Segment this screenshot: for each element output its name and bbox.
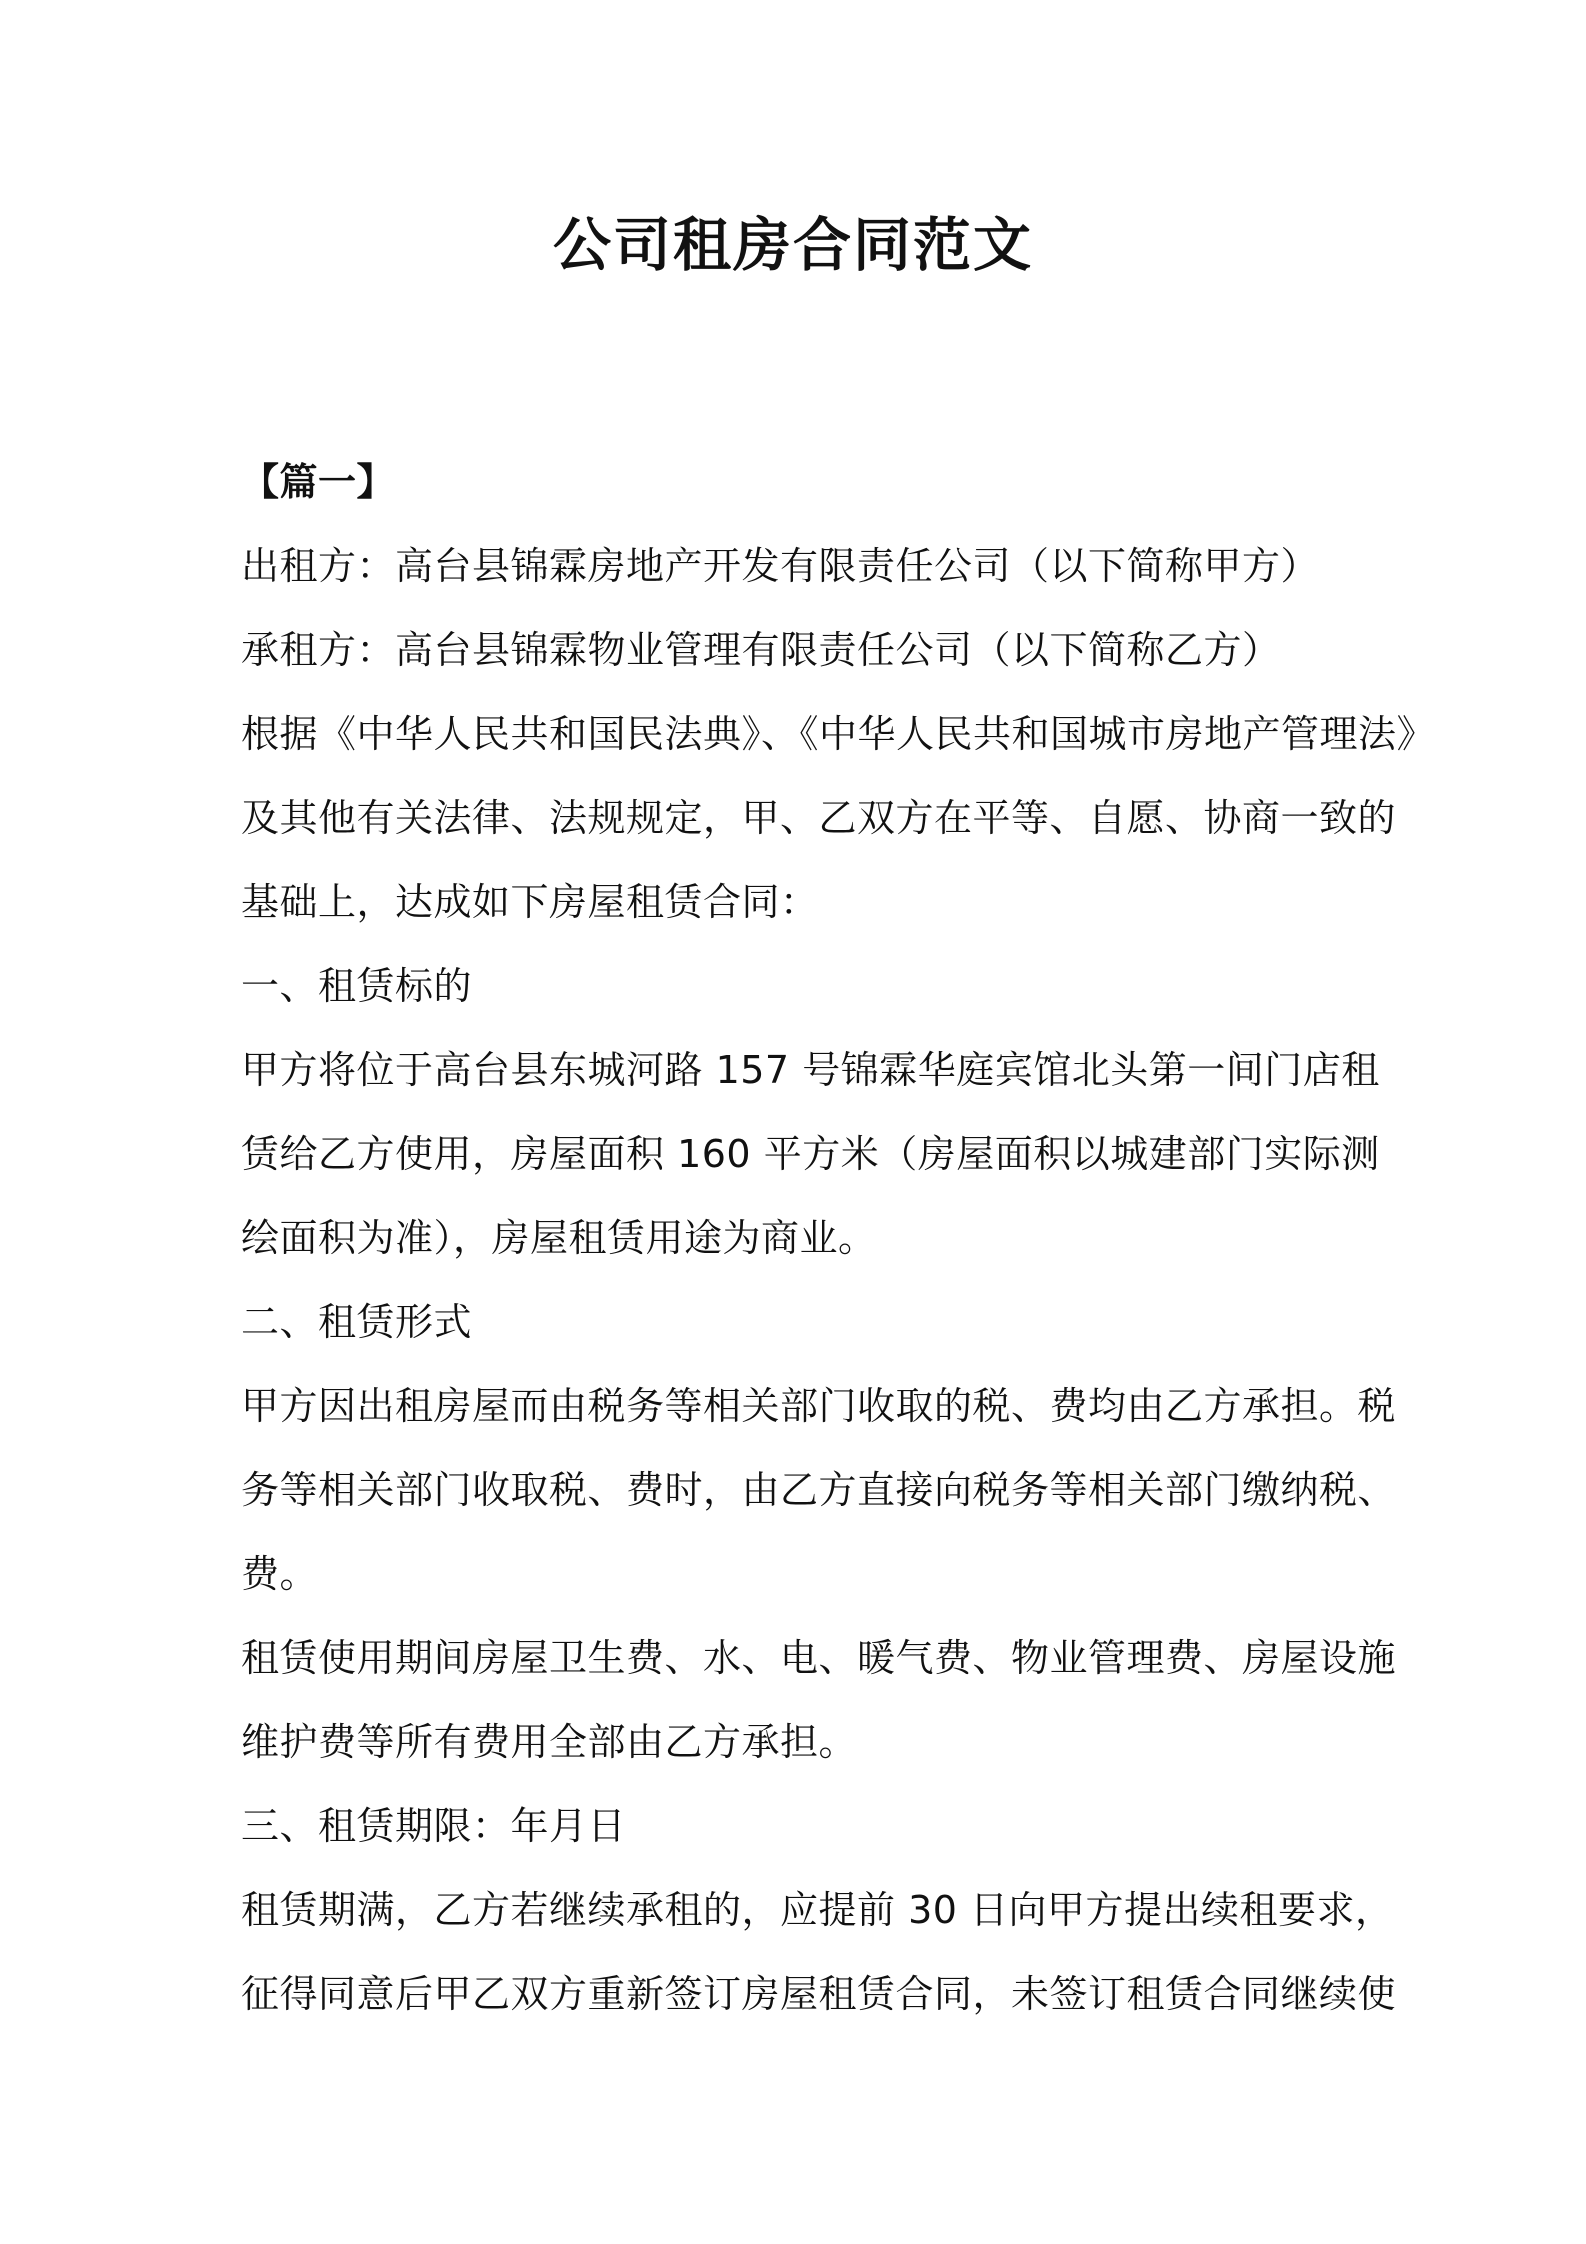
paragraph-line: 甲方将位于高台县东城河路 157 号锦霖华庭宾馆北头第一间门店租: [241, 1048, 1380, 1092]
paragraph-line: 租赁期满，乙方若继续承租的，应提前 30 日向甲方提出续租要求，: [241, 1888, 1394, 1932]
section-heading: 一、租赁标的: [241, 964, 473, 1008]
section-heading: 三、租赁期限：年月日: [241, 1804, 627, 1848]
paragraph-line: 征得同意后甲乙双方重新签订房屋租赁合同，未签订租赁合同继续使: [241, 1972, 1397, 2016]
document-title: 公司租房合同范文: [552, 211, 1033, 279]
lessee-line: 承租方：高台县锦霖物业管理有限责任公司（以下简称乙方）: [241, 628, 1281, 672]
paragraph-line: 费。: [241, 1552, 319, 1596]
paragraph-line: 及其他有关法律、法规规定，甲、乙双方在平等、自愿、协商一致的: [241, 796, 1397, 840]
paragraph-line: 甲方因出租房屋而由税务等相关部门收取的税、费均由乙方承担。税: [241, 1384, 1397, 1428]
paragraph-line: 根据《中华人民共和国民法典》、《中华人民共和国城市房地产管理法》: [241, 712, 1436, 756]
paragraph-line: 租赁使用期间房屋卫生费、水、电、暖气费、物业管理费、房屋设施: [241, 1636, 1397, 1680]
paragraph-line: 绘面积为准），房屋租赁用途为商业。: [241, 1216, 877, 1260]
document-body: [241, 440, 1436, 2036]
paragraph-line: 赁给乙方使用，房屋面积 160 平方米（房屋面积以城建部门实际测: [241, 1132, 1380, 1176]
paragraph-line: 务等相关部门收取税、费时，由乙方直接向税务等相关部门缴纳税、: [241, 1468, 1397, 1512]
section-tag: 【篇一】: [241, 460, 396, 504]
section-heading: 二、租赁形式: [241, 1300, 473, 1344]
paragraph-line: 维护费等所有费用全部由乙方承担。: [241, 1720, 858, 1764]
paragraph-line: 基础上，达成如下房屋租赁合同：: [241, 880, 819, 924]
lessor-line: 出租方：高台县锦霖房地产开发有限责任公司（以下简称甲方）: [241, 544, 1320, 588]
